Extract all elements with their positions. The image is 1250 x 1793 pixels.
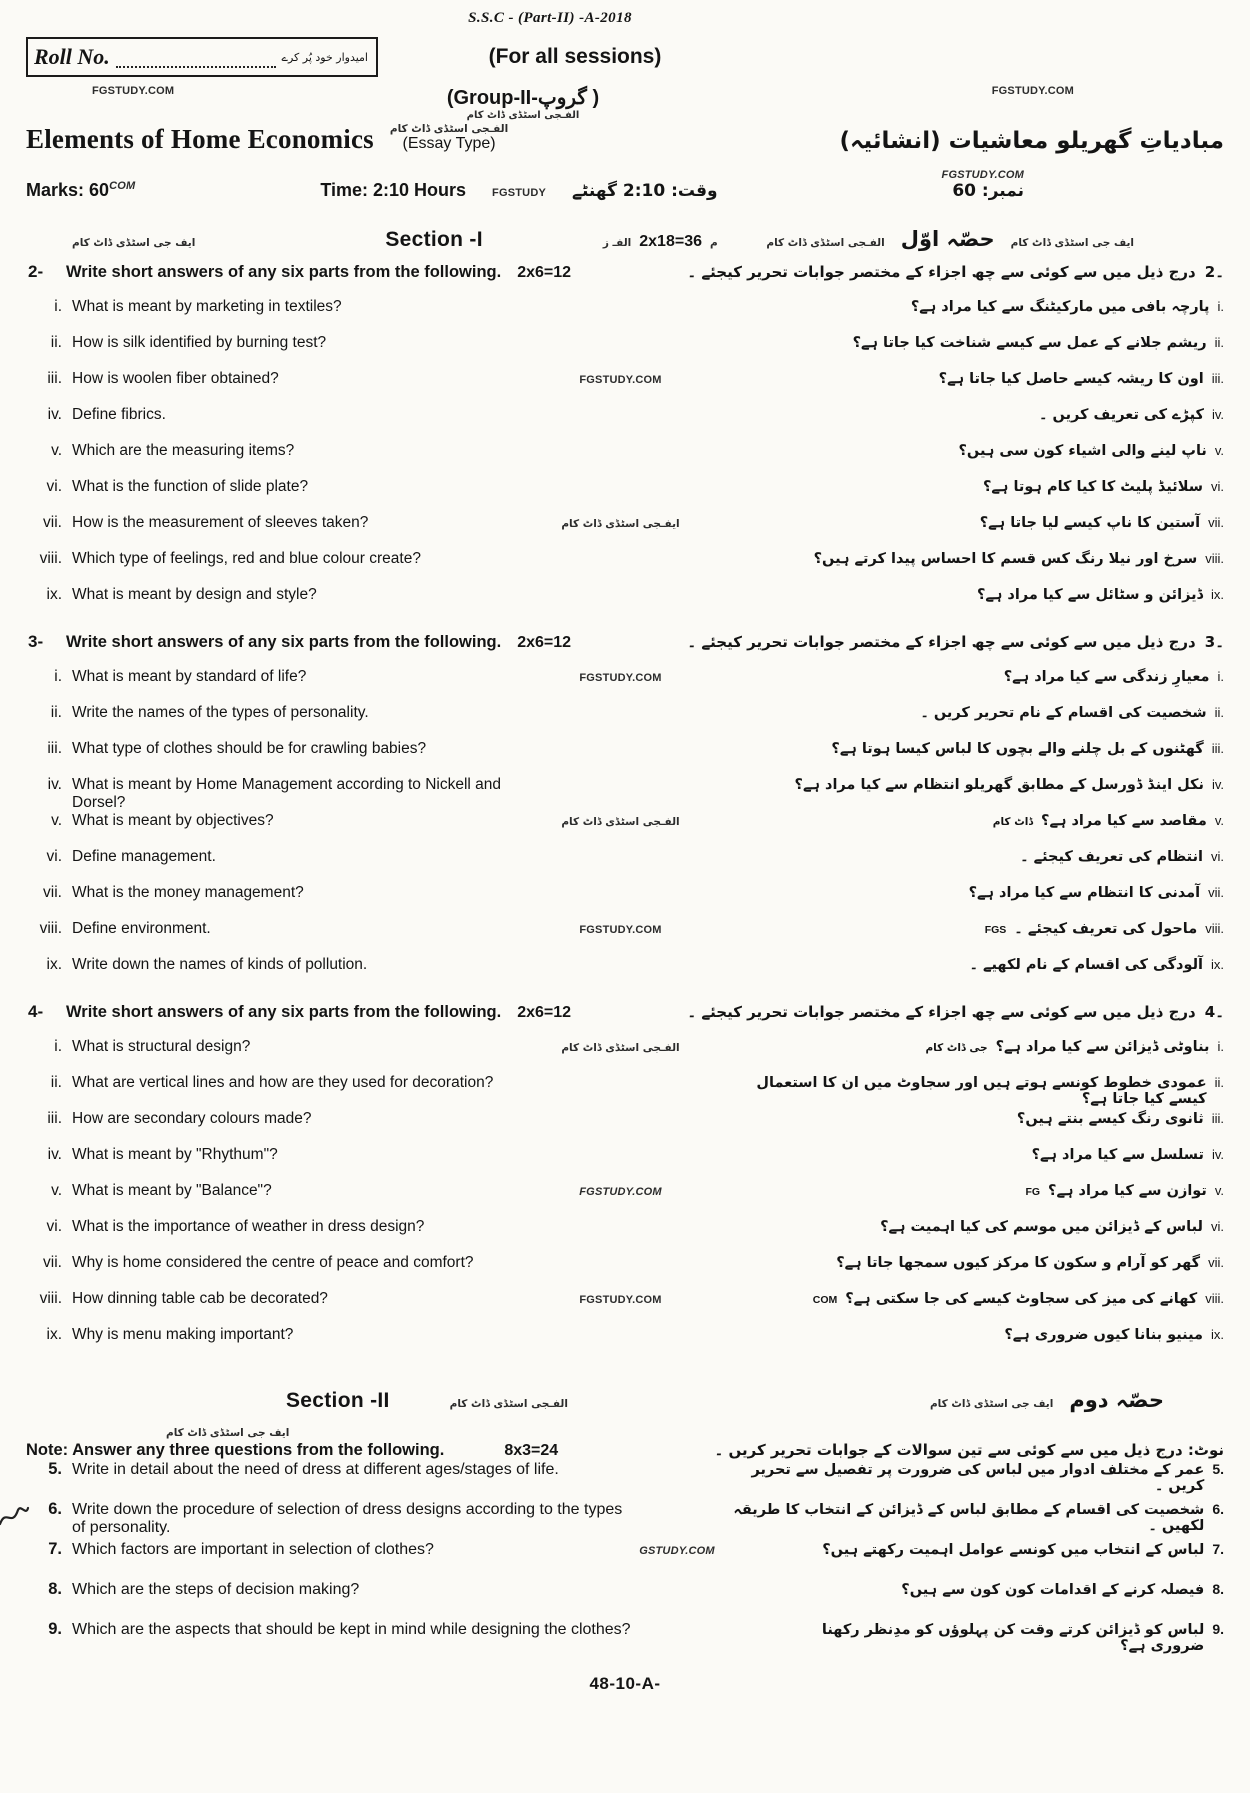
- question-number-ur: 7.: [1212, 1541, 1224, 1557]
- watermark-fgstudy-urdu: الفـجی اسٹڈی ڈاٹ کام: [466, 110, 580, 121]
- roll-no-row: [26, 35, 1224, 79]
- part-question-en: Define management.: [72, 848, 216, 865]
- watermark-fragment: COM: [812, 1294, 838, 1306]
- part-number: iii.: [47, 370, 62, 387]
- watermark: FGSTUDY.COM: [579, 672, 662, 684]
- part-number: ii.: [50, 704, 62, 721]
- long-question-row: [26, 1460, 1224, 1500]
- part-number-ur: ii.: [1214, 705, 1224, 720]
- watermark-fgstudy: FGSTUDY.COM: [92, 85, 175, 97]
- question-en: Which factors are important in selection of clothes?: [72, 1541, 434, 1558]
- question-part-row: [26, 478, 1224, 514]
- part-question-en: What is meant by marketing in textiles?: [72, 298, 342, 315]
- part-question-en: Write down the names of kinds of pollution.: [72, 956, 368, 973]
- part-number-ur: v.: [1214, 813, 1224, 828]
- part-number: iv.: [47, 776, 62, 793]
- question-ur: عمر کے مختلف ادوار میں لباس کی ضرورت پر تفصیل سے تحریر کریں ۔: [751, 1462, 1205, 1494]
- part-number: v.: [51, 442, 62, 459]
- section-1-marks-cluster: [603, 233, 718, 251]
- watermark-fragment: FGS: [984, 924, 1007, 936]
- part-number-ur: viii.: [1205, 551, 1224, 566]
- question-number-ur: ۔3: [1204, 633, 1224, 651]
- long-question-row: [26, 1540, 1224, 1580]
- watermark: FGSTUDY.COM: [579, 1294, 662, 1306]
- question-part-row: [26, 1182, 1224, 1218]
- part-number-ur: vii.: [1208, 515, 1224, 530]
- part-question-ur: آلودگی کی اقسام کے نام لکھیے ۔: [969, 957, 1203, 973]
- section-1-title-urdu-block: [766, 227, 1134, 251]
- question-part-row: [26, 514, 1224, 550]
- part-number-ur: i.: [1217, 669, 1224, 684]
- paper-title-ur: مبادیاتِ گھریلو معاشیات (انشائیہ): [839, 128, 1224, 154]
- part-number-ur: iii.: [1211, 1111, 1224, 1126]
- part-number: viii.: [39, 920, 62, 937]
- part-number: iii.: [47, 740, 62, 757]
- question-number-ur: 5.: [1212, 1461, 1224, 1477]
- part-number-ur: iv.: [1211, 777, 1224, 792]
- question-marks: 2x6=12: [517, 264, 572, 281]
- question-part-row: [26, 334, 1224, 370]
- part-number: viii.: [39, 550, 62, 567]
- note-marks: 8x3=24: [504, 1442, 559, 1459]
- part-number-ur: viii.: [1205, 921, 1224, 936]
- question-3-instruction: [26, 632, 1224, 668]
- marks-label: [26, 180, 135, 201]
- watermark-fragment: م: [709, 237, 718, 249]
- question-part-row: [26, 406, 1224, 442]
- part-number-ur: ix.: [1211, 957, 1224, 972]
- question-marks: 2x6=12: [517, 1004, 572, 1021]
- question-en: Write in detail about the need of dress at different ages/stages of life.: [72, 1461, 559, 1478]
- time-block: [320, 180, 717, 201]
- part-question-en: What are vertical lines and how are they used for decoration?: [72, 1074, 494, 1091]
- part-question-en: How dinning table cab be decorated?: [72, 1290, 328, 1307]
- group-block: [174, 85, 991, 121]
- question-number-ur: 9.: [1212, 1621, 1224, 1637]
- question-part-row: [26, 848, 1224, 884]
- watermark-fgstudy-urdu: ایف جی اسٹڈی ڈاٹ کام: [72, 237, 196, 249]
- question-part-row: [26, 1074, 1224, 1110]
- pen-mark: [0, 1502, 30, 1532]
- part-number: v.: [51, 1182, 62, 1199]
- question-en: Which are the aspects that should be kept in mind while designing the clothes?: [72, 1621, 631, 1638]
- marks-label-ur: نمبر: 60: [952, 181, 1024, 201]
- part-number: vi.: [46, 478, 62, 495]
- part-question-ur: ماحول کی تعریف کیجئے ۔: [1014, 921, 1198, 937]
- page-footer-code: 48-10-A-: [589, 1674, 661, 1693]
- marks-urdu-block: [942, 169, 1024, 201]
- part-question-en: Define environment.: [72, 920, 211, 937]
- part-question-ur: سلائیڈ پلیٹ کا کیا کام ہوتا ہے؟: [983, 479, 1203, 495]
- question-number: 7.: [48, 1540, 62, 1558]
- question-instruction-ur-block: [571, 633, 1224, 651]
- part-number-ur: iii.: [1211, 741, 1224, 756]
- question-number: 9.: [48, 1620, 62, 1638]
- question-instruction-ur: درج ذیل میں سے کوئی سے چھ اجزاء کے مختصر جوابات تحریر کیجئے ۔: [687, 263, 1196, 281]
- part-question-en: Why is menu making important?: [72, 1326, 294, 1343]
- part-question-en: What is meant by standard of life?: [72, 668, 307, 685]
- section-2-title: Section -II: [286, 1389, 390, 1412]
- section-1-heading-row: [26, 227, 1224, 252]
- question-part-row: [26, 920, 1224, 956]
- part-question-ur: کھانے کی میز کی سجاوٹ کیسے کی جا سکتی ہے؟: [845, 1291, 1198, 1307]
- question-part-row: [26, 1110, 1224, 1146]
- part-number: viii.: [39, 1290, 62, 1307]
- part-question-ur: توازن سے کیا مراد ہے؟: [1048, 1183, 1207, 1199]
- question-number-ur: 6.: [1212, 1501, 1224, 1517]
- part-question-en: Which type of feelings, red and blue colour create?: [72, 550, 421, 567]
- question-instruction-ur: درج ذیل میں سے کوئی سے چھ اجزاء کے مختصر جوابات تحریر کیجئے ۔: [687, 1003, 1196, 1021]
- part-number-ur: vi.: [1211, 479, 1224, 494]
- watermark-fgstudy-urdu: ایف جی اسٹڈی ڈاٹ کام: [929, 1398, 1054, 1410]
- question-number: 6.: [48, 1500, 62, 1518]
- question-instruction-ur: درج ذیل میں سے کوئی سے چھ اجزاء کے مختصر جوابات تحریر کیجئے ۔: [687, 633, 1196, 651]
- note-instruction-ur: نوٹ: درج ذیل میں سے کوئی سے تین سوالات کے جوابات تحریر کریں ۔: [714, 1441, 1224, 1459]
- part-question-en: How are secondary colours made?: [72, 1110, 312, 1127]
- part-number: vi.: [46, 848, 62, 865]
- part-number: iii.: [47, 1110, 62, 1127]
- watermark-com: COM: [109, 180, 136, 192]
- part-question-ur: اون کا ریشہ کیسے حاصل کیا جاتا ہے؟: [938, 371, 1204, 387]
- watermark-fgstudy-short: FGSTUDY: [492, 187, 547, 199]
- time-label-en: Time: 2:10 Hours: [320, 180, 467, 200]
- part-question-en: What is meant by objectives?: [72, 812, 274, 829]
- part-number: ix.: [46, 586, 62, 603]
- note-instruction-en: Note: Answer any three questions from the following.: [26, 1441, 445, 1459]
- watermark-urdu: ایفـجی اسٹڈی ڈاٹ کام: [561, 518, 680, 530]
- question-number: 3-: [28, 632, 44, 651]
- part-question-ur: سرخ اور نیلا رنگ کس قسم کا احساس پیدا کرتے ہیں؟: [813, 551, 1198, 567]
- question-part-row: [26, 776, 1224, 812]
- watermark-fgstudy: FGSTUDY.COM: [941, 169, 1024, 181]
- question-number: 4-: [28, 1002, 44, 1021]
- question-number-ur: 8.: [1212, 1581, 1224, 1597]
- part-question-ur: شخصیت کی اقسام کے نام تحریر کریں ۔: [920, 705, 1207, 721]
- part-question-ur: بناوٹی ڈیزائن سے کیا مراد ہے؟: [995, 1039, 1210, 1055]
- part-number: i.: [54, 1038, 62, 1055]
- watermark-fgstudy: FGSTUDY.COM: [991, 85, 1074, 97]
- question-part-row: [26, 298, 1224, 334]
- part-question-ur: گھٹنوں کے بل چلنے والے بچوں کا لباس کیسا ہوتا ہے؟: [831, 741, 1204, 757]
- question-part-row: [26, 370, 1224, 406]
- question-part-row: [26, 1326, 1224, 1362]
- part-question-ur: انتظام کی تعریف کیجئے ۔: [1020, 849, 1203, 865]
- long-question-row: [26, 1620, 1224, 1660]
- question-instruction-en: Write short answers of any six parts from the following.: [66, 263, 502, 281]
- part-number-ur: i.: [1217, 299, 1224, 314]
- exam-code: S.S.C - (Part-II) -A-2018: [468, 10, 632, 26]
- question-number: 2-: [28, 262, 44, 281]
- watermark: FGSTUDY.COM: [579, 374, 662, 386]
- part-number: iv.: [47, 1146, 62, 1163]
- part-number-ur: ii.: [1214, 335, 1224, 350]
- section-1-title: Section -I: [385, 228, 483, 251]
- part-number-ur: iv.: [1211, 407, 1224, 422]
- question-part-row: [26, 1218, 1224, 1254]
- part-question-en: What is meant by Home Management according to Nickell and Dorsel?: [72, 776, 502, 811]
- part-number-ur: v.: [1214, 1183, 1224, 1198]
- question-ur: فیصلہ کرنے کے اقدامات کون کون سے ہیں؟: [901, 1582, 1205, 1598]
- long-question-row: [26, 1500, 1224, 1540]
- part-question-en: Why is home considered the centre of peace and comfort?: [72, 1254, 474, 1271]
- part-number-ur: vii.: [1208, 1255, 1224, 1270]
- roll-no-label: Roll No.: [34, 44, 110, 69]
- question-part-row: [26, 812, 1224, 848]
- part-number: iv.: [47, 406, 62, 423]
- part-number-ur: iii.: [1211, 371, 1224, 386]
- watermark-fragment: الفـ ز: [602, 237, 632, 249]
- part-number: ii.: [50, 334, 62, 351]
- part-number-ur: ix.: [1211, 587, 1224, 602]
- question-instruction-ur-block: [571, 1003, 1224, 1021]
- part-number-ur: ii.: [1214, 1075, 1224, 1090]
- question-2-instruction: [26, 262, 1224, 298]
- part-question-ur: پارچہ بافی میں مارکیٹنگ سے کیا مراد ہے؟: [910, 299, 1210, 315]
- question-instruction-ur-block: [571, 263, 1224, 281]
- watermark: FGSTUDY.COM: [579, 1186, 662, 1198]
- part-number: ii.: [50, 1074, 62, 1091]
- watermark-fgstudy-urdu: الفـجی اسٹڈی ڈاٹ کام: [766, 237, 885, 249]
- time-label-ur: وقت: 2:10 گھنٹے: [572, 181, 718, 201]
- question-part-row: [26, 740, 1224, 776]
- question-marks: 2x6=12: [517, 634, 572, 651]
- part-question-en: What is structural design?: [72, 1038, 251, 1055]
- part-question-en: What type of clothes should be for crawling babies?: [72, 740, 427, 757]
- section-2-title-ur: حصّہ دوم: [1069, 1388, 1164, 1412]
- watermark-fragment: FG: [1025, 1186, 1041, 1198]
- question-instruction-en: Write short answers of any six parts from the following.: [66, 633, 502, 651]
- roll-no-box: [26, 37, 378, 77]
- question-ur: شخصیت کی اقسام کے مطابق لباس کے ڈیزائن کے انتخاب کا طریقہ لکھیں ۔: [733, 1502, 1205, 1534]
- question-part-row: [26, 956, 1224, 992]
- paper-type-block: [390, 123, 508, 155]
- part-number: ix.: [46, 1326, 62, 1343]
- part-number-ur: i.: [1217, 1039, 1224, 1054]
- part-number-ur: vi.: [1211, 849, 1224, 864]
- part-question-ur: تسلسل سے کیا مراد ہے؟: [1031, 1147, 1204, 1163]
- part-number: i.: [54, 298, 62, 315]
- section-2-heading-row: [26, 1388, 1224, 1413]
- part-question-ur: مقاصد سے کیا مراد ہے؟: [1041, 813, 1207, 829]
- part-question-ur: ڈیزائن و سٹائل سے کیا مراد ہے؟: [976, 587, 1203, 603]
- section-1-marks: 2x18=36: [639, 233, 702, 250]
- question-number: 5.: [48, 1460, 62, 1478]
- part-number-ur: viii.: [1205, 1291, 1224, 1306]
- question-number-ur: ۔4: [1204, 1003, 1224, 1021]
- marks-time-row: [26, 169, 1224, 201]
- part-question-en: Write the names of the types of personality.: [72, 704, 369, 721]
- part-question-en: Which are the measuring items?: [72, 442, 295, 459]
- group-label: (Group-II-گروپ ): [446, 87, 600, 109]
- part-question-ur: آمدنی کا انتظام سے کیا مراد ہے؟: [968, 885, 1201, 901]
- section-1-title-ur: حصّہ اوّل: [900, 227, 995, 251]
- question-part-row: [26, 704, 1224, 740]
- watermark: FGSTUDY.COM: [579, 924, 662, 936]
- part-question-en: How is woolen fiber obtained?: [72, 370, 279, 387]
- part-question-ur: ریشم جلانے کے عمل سے کیسے شناخت کیا جاتا ہے؟: [852, 335, 1207, 351]
- question-part-row: [26, 884, 1224, 920]
- part-question-en: Define fibrics.: [72, 406, 166, 423]
- roll-no-blank[interactable]: [116, 46, 276, 68]
- question-part-row: [26, 1146, 1224, 1182]
- part-question-ur: معیارِ زندگی سے کیا مراد ہے؟: [1003, 669, 1210, 685]
- watermark: GSTUDY.COM: [639, 1545, 715, 1557]
- question-ur: لباس کو ڈیزائن کرتے وقت کن پہلوؤں کو مدِنظر رکھنا ضروری ہے؟: [821, 1622, 1205, 1654]
- part-number: i.: [54, 668, 62, 685]
- watermark-fragment: ڈاٹ کام: [992, 816, 1034, 828]
- question-en: Which are the steps of decision making?: [72, 1581, 360, 1598]
- part-number-ur: iv.: [1211, 1147, 1224, 1162]
- part-question-en: What is the importance of weather in dress design?: [72, 1218, 425, 1235]
- part-number: ix.: [46, 956, 62, 973]
- part-question-en: What is meant by "Balance"?: [72, 1182, 272, 1199]
- question-part-row: [26, 1254, 1224, 1290]
- title-row: [26, 123, 1224, 155]
- part-number-ur: ix.: [1211, 1327, 1224, 1342]
- section-2-title-urdu-block: [930, 1388, 1164, 1412]
- question-part-row: [26, 1038, 1224, 1074]
- part-number: vi.: [46, 1218, 62, 1235]
- question-part-row: [26, 1290, 1224, 1326]
- part-question-ur: گھر کو آرام و سکون کا مرکز کیوں سمجھا جاتا ہے؟: [836, 1255, 1201, 1271]
- section-2-note-row: [26, 1441, 1224, 1460]
- question-part-row: [26, 442, 1224, 478]
- part-number: vii.: [43, 514, 62, 531]
- watermark-fragment: جی ڈاٹ کام: [925, 1042, 988, 1054]
- part-number-ur: vii.: [1208, 885, 1224, 900]
- part-question-ur: آستین کا ناپ کیسے لیا جاتا ہے؟: [979, 515, 1201, 531]
- part-number: v.: [51, 812, 62, 829]
- watermark-fgstudy-urdu: الفـجی اسٹڈی ڈاٹ کام: [389, 123, 509, 135]
- question-part-row: [26, 550, 1224, 586]
- watermark-fgstudy-urdu: الفـجی اسٹڈی ڈاٹ کام: [449, 1398, 568, 1410]
- part-number-ur: vi.: [1211, 1219, 1224, 1234]
- sessions-note: (For all sessions): [488, 45, 662, 68]
- group-row: [26, 85, 1224, 121]
- watermark-urdu: الفـجی اسٹڈی ڈاٹ کام: [561, 1042, 680, 1054]
- part-number: vii.: [43, 884, 62, 901]
- part-question-en: What is the money management?: [72, 884, 304, 901]
- watermark-urdu: الفـجی اسٹڈی ڈاٹ کام: [561, 816, 680, 828]
- part-question-ur: نکل اینڈ ڈورسل کے مطابق گھریلو انتظام سے کیا مراد ہے؟: [794, 777, 1204, 793]
- part-question-ur: ناپ لینے والی اشیاء کون سی ہیں؟: [958, 443, 1207, 459]
- roll-no-note-urdu: امیدوار خود پُر کرے: [281, 50, 368, 64]
- paper-type-en: (Essay Type): [402, 135, 496, 152]
- part-question-ur: عمودی خطوط کونسے ہوتے ہیں اور سجاوٹ میں ان کا استعمال کیسے کیا جاتا ہے؟: [756, 1075, 1207, 1107]
- question-part-row: [26, 668, 1224, 704]
- part-question-en: What is the function of slide plate?: [72, 478, 309, 495]
- question-number-ur: ۔2: [1204, 263, 1224, 281]
- question-ur: لباس کے انتخاب میں کونسے عوامل اہمیت رکھتے ہیں؟: [822, 1542, 1205, 1558]
- paper-title-en: Elements of Home Economics: [26, 124, 374, 154]
- part-question-en: How is the measurement of sleeves taken?: [72, 514, 369, 531]
- question-en: Write down the procedure of selection of dress designs according to the types of personality.: [72, 1501, 623, 1536]
- long-question-row: [26, 1580, 1224, 1620]
- part-question-ur: لباس کے ڈیزائن میں موسم کی کیا اہمیت ہے؟: [880, 1219, 1203, 1235]
- question-part-row: [26, 586, 1224, 622]
- marks-text: Marks: 60: [26, 180, 110, 200]
- watermark-fgstudy-urdu: ایف جی اسٹڈی ڈاٹ کام: [1010, 237, 1134, 249]
- part-number: vii.: [43, 1254, 62, 1271]
- part-question-en: How is silk identified by burning test?: [72, 334, 327, 351]
- watermark-fgstudy-urdu: ایف جی اسٹڈی ڈاٹ کام: [166, 1427, 290, 1439]
- part-question-en: What is meant by "Rhythum"?: [72, 1146, 278, 1163]
- part-question-ur: ثانوی رنگ کیسے بنتے ہیں؟: [1016, 1111, 1204, 1127]
- part-question-ur: مینیو بنانا کیوں ضروری ہے؟: [1004, 1327, 1203, 1343]
- part-question-en: What is meant by design and style?: [72, 586, 317, 603]
- question-4-instruction: [26, 1002, 1224, 1038]
- question-instruction-en: Write short answers of any six parts from the following.: [66, 1003, 502, 1021]
- part-question-ur: کپڑے کی تعریف کریں ۔: [1038, 407, 1204, 423]
- part-number-ur: v.: [1214, 443, 1224, 458]
- question-number: 8.: [48, 1580, 62, 1598]
